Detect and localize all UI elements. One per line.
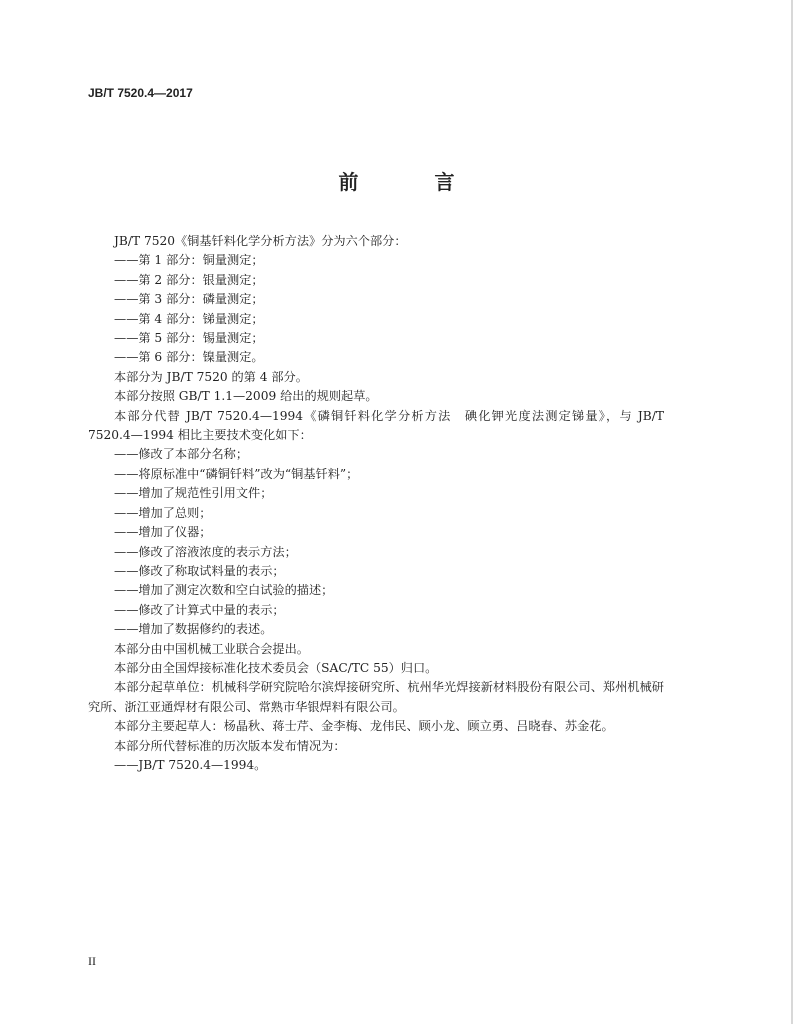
list-item: ——第 2 部分：银量测定； <box>114 272 264 287</box>
paragraph: 本部分主要起草人：杨晶秋、蒋士芹、金李梅、龙伟民、顾小龙、顾立勇、吕晓春、苏金花。 <box>114 719 614 734</box>
standard-number: JB/T 7520.4—2017 <box>88 86 193 100</box>
list-item: ——修改了本部分名称； <box>114 447 249 462</box>
list-item: ——第 3 部分：磷量测定； <box>114 292 264 307</box>
list-item: ——增加了测定次数和空白试验的描述； <box>114 583 334 598</box>
foreword-body <box>88 232 664 775</box>
paragraph: 本部分为 JB/T 7520 的第 4 部分。 <box>114 369 308 384</box>
list-item: ——第 6 部分：镍量测定。 <box>114 350 264 365</box>
paragraph: 本部分代替 JB/T 7520.4—1994《磷铜钎料化学分析方法 碘化钾光度法测定锑量》，与 JB/T 7520.4—1994 相比主要技术变化如下： <box>88 408 664 443</box>
list-item: ——修改了称取试料量的表示； <box>114 563 285 578</box>
list-item: ——第 1 部分：铜量测定； <box>114 253 264 268</box>
paragraph: 本部分由中国机械工业联合会提出。 <box>114 641 309 656</box>
list-item: ——增加了总则； <box>114 505 212 520</box>
list-item: ——增加了数据修约的表述。 <box>114 622 273 637</box>
page-title: 前 言 <box>338 170 483 194</box>
list-item: ——第 5 部分：锡量测定； <box>114 331 264 346</box>
paragraph: 本部分按照 GB/T 1.1—2009 给出的规则起草。 <box>114 389 378 404</box>
paragraph: 本部分起草单位：机械科学研究院哈尔滨焊接研究所、杭州华光焊接新材料股份有限公司、郑州机械研究所、浙江亚通焊材有限公司、常熟市华银焊料有限公司。 <box>88 680 664 714</box>
list-item: ——JB/T 7520.4—1994。 <box>114 757 267 772</box>
paragraph: 本部分由全国焊接标准化技术委员会（SAC/TC 55）归口。 <box>114 660 438 675</box>
paragraph: 本部分所代替标准的历次版本发布情况为： <box>114 738 346 753</box>
list-item: ——增加了规范性引用文件； <box>114 486 273 501</box>
paragraph: JB/T 7520《铜基钎料化学分析方法》分为六个部分： <box>114 234 407 248</box>
list-item: ——修改了计算式中量的表示； <box>114 602 285 617</box>
page-number: II <box>88 954 96 968</box>
list-item: ——增加了仪器； <box>114 525 212 540</box>
list-item: ——将原标准中“磷铜钎料”改为“铜基钎料”； <box>114 466 359 481</box>
list-item: ——第 4 部分：锑量测定； <box>114 311 264 326</box>
list-item: ——修改了溶液浓度的表示方法； <box>114 544 297 559</box>
